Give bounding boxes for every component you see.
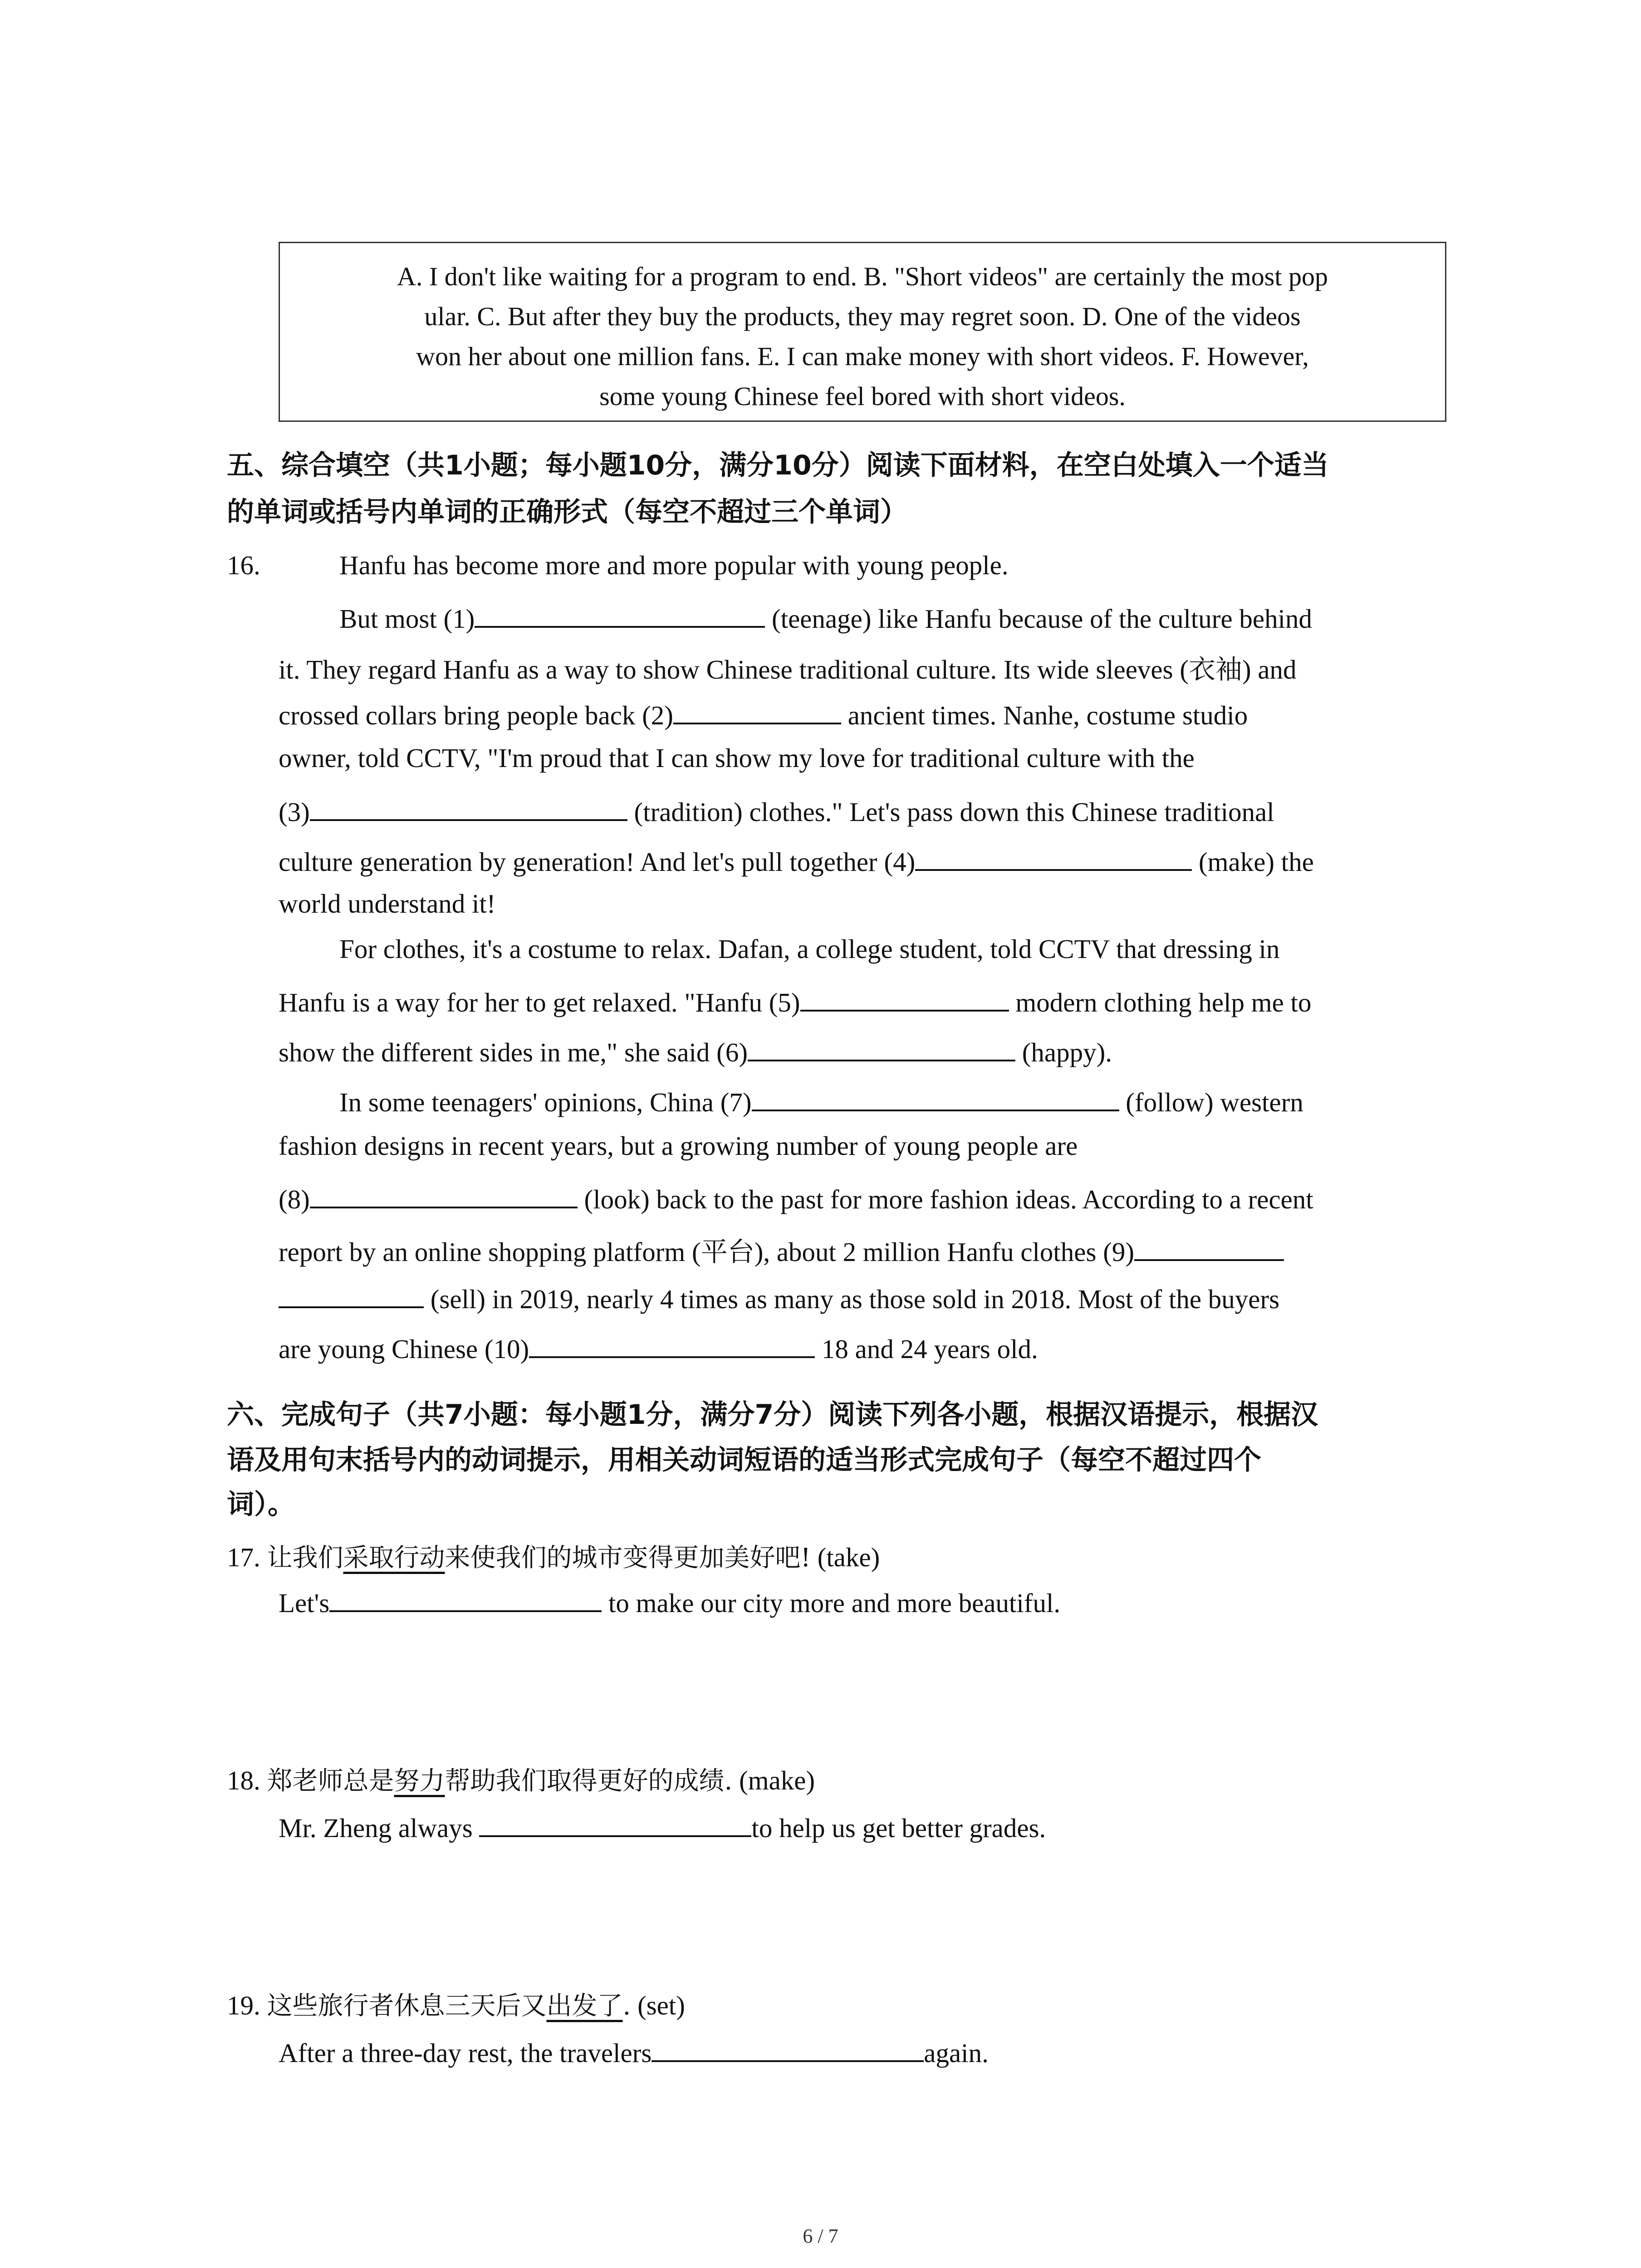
q16-line: show the different sides in me," she said (6) (happy). (279, 1033, 1112, 1068)
options-line: A. I don't like waiting for a program to end. B. "Short videos" are certainly the most pop (397, 262, 1328, 291)
q16-line: owner, told CCTV, "I'm proud that I can show my love for traditional culture with the (279, 743, 1195, 773)
q16-line: crossed collars bring people back (2) ancient times. Nanhe, costume studio (279, 696, 1248, 731)
blank-5[interactable] (800, 983, 1009, 1012)
options-line: some young Chinese feel bored with short videos. (599, 381, 1126, 411)
options-line: won her about one million fans. E. I can make money with short videos. F. However, (416, 342, 1309, 371)
blank-10[interactable] (529, 1330, 815, 1358)
q18-answer-blank[interactable] (479, 1809, 751, 1837)
q17-prompt: 17. 让我们采取行动来使我们的城市变得更加美好吧! (take) (227, 1542, 880, 1573)
q19-number: 19. (227, 1990, 260, 2020)
q17-answer-line: Let's to make our city more and more beautiful. (279, 1584, 1060, 1619)
options-box (279, 242, 1446, 422)
q18-prompt: 18. 郑老师总是努力帮助我们取得更好的成绩. (make) (227, 1765, 815, 1796)
q16-intro: Hanfu has become more and more popular with young people. (339, 550, 1009, 580)
q16-line: culture generation by generation! And let's pull together (4) (make) the (279, 843, 1314, 878)
q17-number: 17. (227, 1542, 260, 1572)
q16-line: (sell) in 2019, nearly 4 times as many as those sold in 2018. Most of the buyers (279, 1280, 1279, 1315)
options-line: ular. C. But after they buy the products, they may regret soon. D. One of the videos (424, 302, 1301, 331)
q16-line: (8) (look) back to the past for more fashion ideas. According to a recent (279, 1180, 1313, 1215)
blank-6[interactable] (748, 1033, 1015, 1061)
page-number: 6 / 7 (803, 2225, 838, 2247)
q19-prompt: 19. 这些旅行者休息三天后又出发了. (set) (227, 1990, 685, 2021)
q16-line: fashion designs in recent years, but a growing number of young people are (279, 1131, 1078, 1161)
q16-line: In some teenagers' opinions, China (7) (follow) western (339, 1083, 1303, 1118)
q18-number: 18. (227, 1765, 260, 1795)
section6-title-line1: 六、完成句子（共7小题：每小题1分，满分7分）阅读下列各小题，根据汉语提示，根据汉 (227, 1399, 1318, 1431)
section6-title-line2: 语及用句末括号内的动词提示，用相关动词短语的适当形式完成句子（每空不超过四个 (227, 1444, 1261, 1476)
q17-answer-blank[interactable] (329, 1584, 602, 1612)
q16-line: (3) (tradition) clothes." Let's pass down this Chinese traditional (279, 793, 1274, 828)
section5-title-line1: 五、综合填空（共1小题；每小题10分，满分10分）阅读下面材料，在空白处填入一个适当 (227, 450, 1329, 481)
q16-line: But most (1) (teenage) like Hanfu because of the culture behind (339, 600, 1312, 635)
q18-answer-line: Mr. Zheng always to help us get better grades. (279, 1809, 1046, 1844)
blank-1[interactable] (475, 600, 765, 628)
q16-line: are young Chinese (10) 18 and 24 years old. (279, 1330, 1038, 1365)
blank-9[interactable] (1134, 1233, 1284, 1261)
q16-line: For clothes, it's a costume to relax. Dafan, a college student, told CCTV that dressing in (339, 934, 1280, 964)
q19-answer-blank[interactable] (652, 2034, 924, 2062)
q16-line: it. They regard Hanfu as a way to show Chinese traditional culture. Its wide sleeves (衣袖) and (279, 655, 1297, 684)
blank-3[interactable] (310, 793, 627, 821)
blank-2[interactable] (673, 696, 841, 724)
section6-title-line3: 词）。 (227, 1489, 295, 1520)
blank-4[interactable] (915, 843, 1192, 871)
blank-9-cont[interactable] (279, 1280, 424, 1308)
q16-number: 16. (227, 550, 260, 580)
section5-title-line2: 的单词或括号内单词的正确形式（每空不超过三个单词） (227, 496, 907, 528)
q16-line: report by an online shopping platform (平台), about 2 million Hanfu clothes (9) (279, 1230, 1284, 1269)
q19-answer-line: After a three-day rest, the travelers again. (279, 2034, 989, 2069)
q16-line: Hanfu is a way for her to get relaxed. "Hanfu (5) modern clothing help me to (279, 983, 1311, 1018)
q16-line: world understand it! (279, 889, 496, 919)
blank-7[interactable] (752, 1083, 1119, 1111)
blank-8[interactable] (310, 1180, 578, 1208)
